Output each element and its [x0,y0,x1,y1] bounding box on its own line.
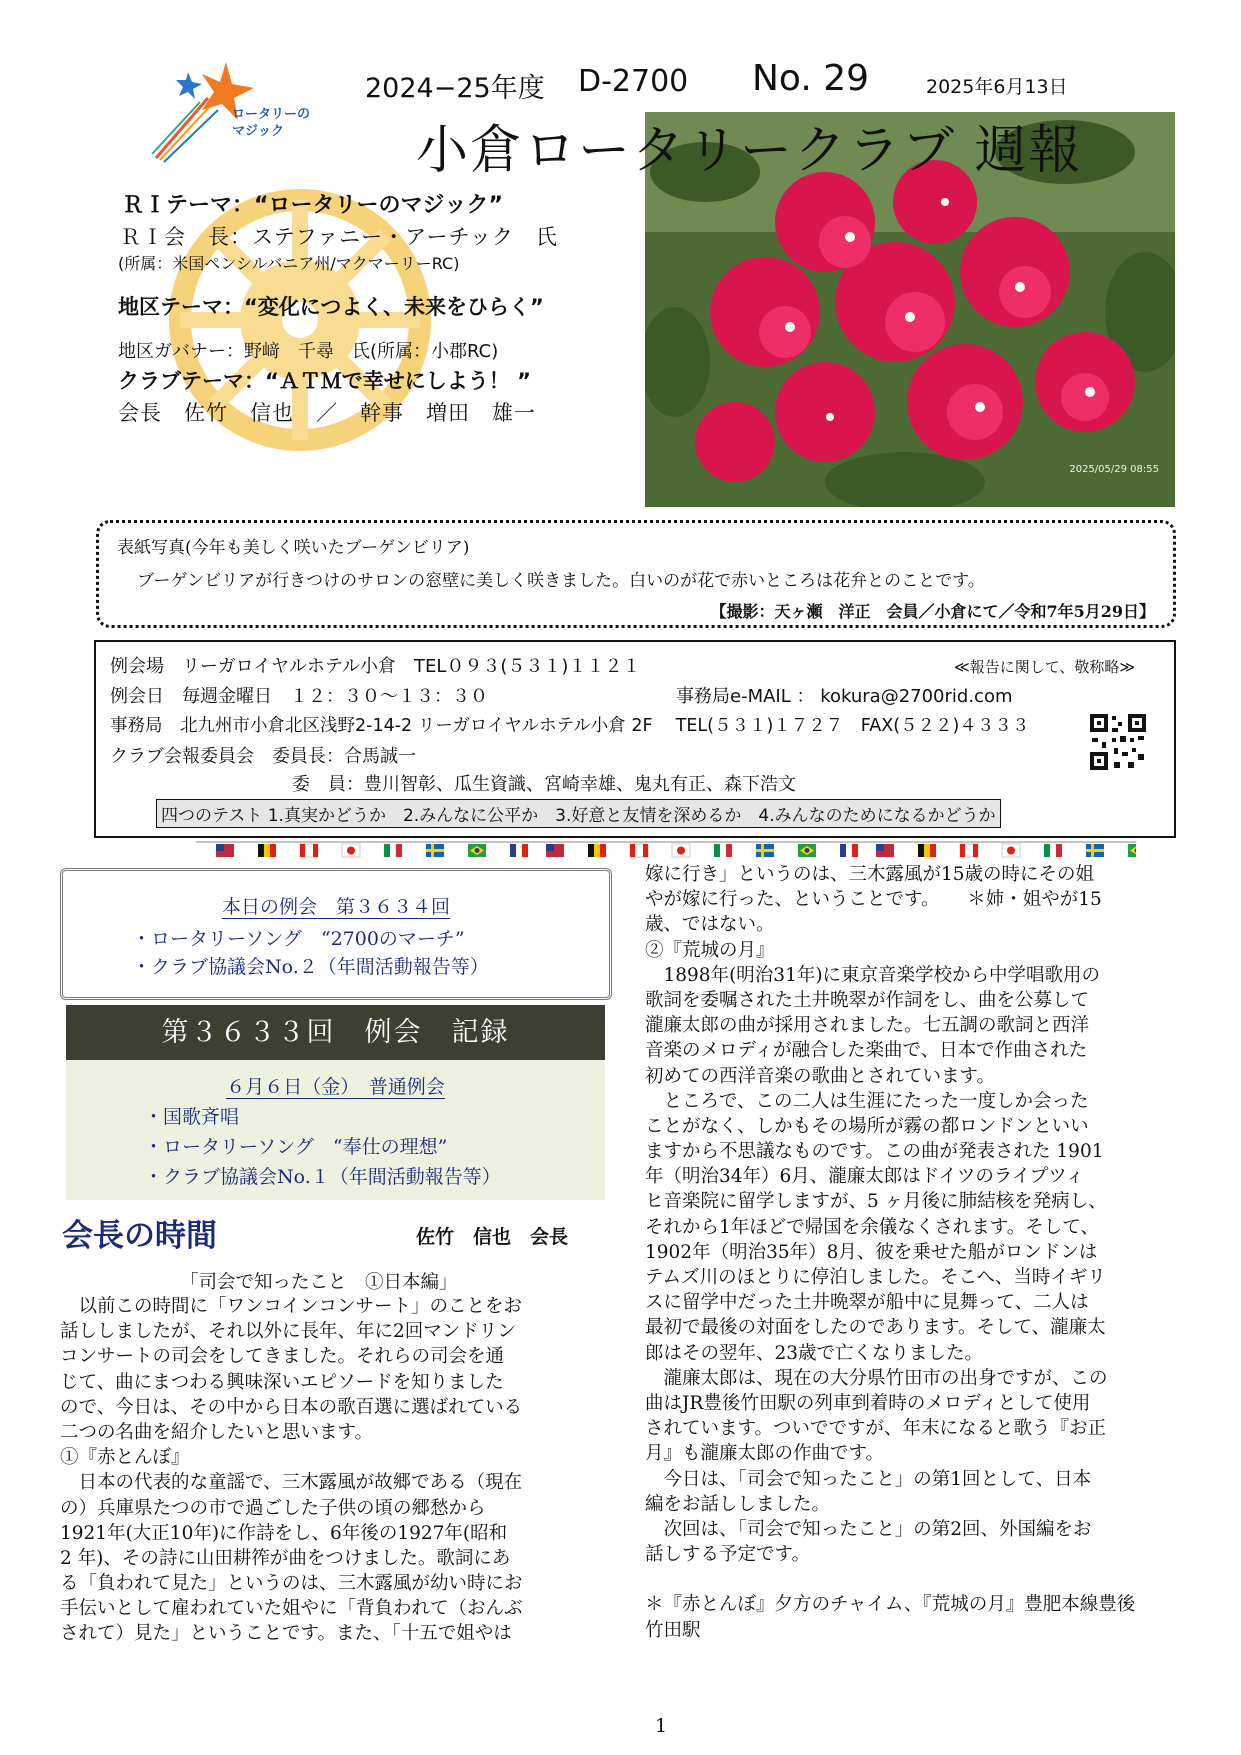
flags-bunting-icon [196,840,1136,862]
photo-timestamp: 2025/05/29 08:55 [1069,464,1159,475]
article-line: されて）見た」ということです。また、「十五で姐やは [60,1623,512,1645]
meeting-day: 例会日 毎週金曜日 １２：３０～１３：３０ [110,686,488,707]
article-line [645,1567,1175,1592]
article-line: 話しする予定です。 [645,1544,811,1566]
office-address: 事務局 北九州市小倉北区浅野2-14-2 リーガロイヤルホテル小倉 2F TEL(５３１)１７２７ FAX(５２２)４３３３ [110,716,1030,736]
newsletter-title: 小倉ロータリークラブ 週報 [416,121,1083,181]
article-line: それから1年ほどで帰国を余儀なくされます。そして、 [645,1216,1099,1238]
article-line: 竹田駅 [645,1619,701,1641]
article-line: 音楽のメロディが融合した楽曲で、日本で作曲された [645,1040,1088,1062]
article-line: 1921年(大正10年)に作詩をし、6年後の1927年(昭和 [60,1522,508,1544]
honorific-note: ≪報告に関して、敬称略≫ [954,658,1136,676]
record-item: ・クラブ協議会No.１（年間活動報告等） [144,1166,501,1188]
article-line: る「負われて見た」というのは、三木露風が幼い時にお [60,1573,523,1595]
issue-date: 2025年6月13日 [926,76,1068,98]
article-line: 嫁に行き」というのは、三木露風が15歳の時にその姐 [645,864,1095,885]
article-line: ますから不思議なものです。この曲が発表された 1901 [645,1141,1104,1163]
article-line: ヒ音楽院に留学しますが、5 ヶ月後に肺結核を発病し、 [645,1191,1107,1213]
article-line: 1898年(明治31年)に東京音楽学校から中学唱歌用の [645,964,1101,986]
club-info-box [94,640,1176,838]
article-line: 1902年（明治35年）8月、彼を乗せた船がロンドンは [645,1241,1098,1263]
ri-president: ＲＩ会 長：ステファニー・アーチック 氏 [120,225,558,249]
article-line: ことがなく、しかもその場所が霧の都ロンドンといい [645,1115,1089,1137]
rotary-magic-logo [148,58,338,168]
record-item: ・ロータリーソング “奉仕の理想” [144,1136,448,1158]
district: D-2700 [578,64,689,99]
article-line: ので、今日は、その中から日本の歌百選に選ばれている [60,1396,523,1418]
cover-caption-text: ブーゲンビリアが行きつけのサロンの窓壁に美しく咲きました。白いのが花で赤いところは花弁とのことです。 [137,571,985,591]
article-line: 曲はJR豊後竹田駅の列車到着時のメロディとして使用 [645,1392,1091,1414]
article-column-right [645,862,1175,1643]
article-line: ところで、この二人は生涯にたった一度しか会った [645,1090,1089,1112]
article-line: ①『赤とんぼ』 [60,1447,190,1469]
article-line: コンサートの司会をしてきました。それらの司会を通 [60,1346,505,1368]
today-meeting-box [60,868,612,1000]
cover-caption-title: 表紙写真(今年も美しく咲いたブーゲンビリア) [117,538,470,558]
article-line: 年（明治34年）6月、瀧廉太郎はドイツのライプツィ [645,1166,1085,1188]
article-line: 話ししましたが、それ以外に長年、年に2回マンドリン [60,1321,516,1343]
meeting-record-heading: 第３６３３回 例会 記録 [66,1005,605,1060]
article-line: 歳、ではない。 [645,914,775,936]
fiscal-year: 2024−25年度 [365,73,545,104]
today-item: ・ロータリーソング “2700のマーチ” [132,928,465,950]
article-line: 次回は、「司会で知ったこと」の第2回、外国編をお [645,1518,1092,1540]
record-item: ・国歌斉唱 [144,1106,240,1128]
article-line: 編をお話ししました。 [645,1493,831,1515]
article-line: 瀧廉太郎は、現在の大分県竹田市の出身ですが、この [645,1367,1108,1389]
issue-number: No. 29 [752,58,870,99]
article-line: 日本の代表的な童謡で、三木露風が故郷である（現在 [60,1472,523,1494]
four-way-test: 四つのテスト 1.真実かどうか 2.みんなに公平か 3.好意と友情を深めるか 4.みんなのためになるかどうか [156,799,1001,828]
article-line: ②『荒城の月』 [645,939,775,961]
ri-affiliation: (所属：米国ペンシルバニア州/マクマーリーRC) [118,254,460,273]
article-subtitle: 「司会で知ったこと ①日本編」 [180,1272,458,1293]
article-line: ＊『赤とんぼ』夕方のチャイム、『荒城の月』豊肥本線豊後 [645,1594,1136,1616]
district-governor: 地区ガバナー：野﨑 千尋 氏(所属：小郡RC) [118,341,499,362]
article-line: じて、曲にまつわる興味深いエピソードを知りました [60,1371,504,1393]
article-line: 月』も瀧廉太郎の作曲です。 [645,1443,885,1465]
article-line: テムズ川のほとりに停泊しました。そこへ、当時イギリ [645,1267,1106,1288]
article-byline: 佐竹 信也 会長 [416,1226,569,1248]
article-line: スに留学中だった土井晩翠が船中に見舞って、二人は [645,1292,1089,1314]
meeting-record-box [66,1060,605,1200]
committee-members: 委 員：豊川智彰、瓜生資識、宮崎幸雄、鬼丸有正、森下浩文 [292,774,796,795]
club-theme: クラブテーマ：“ＡＴＭで幸せにしよう！ ” [118,369,531,393]
photo-credit: 【撮影：天ヶ瀬 洋正 会員／小倉にて／令和7年5月29日】 [710,602,1155,621]
article-line: やが嫁に行った、ということです。 ＊姉・姐やが15 [645,889,1102,911]
article-line: 二つの名曲を紹介したいと思います。 [60,1421,374,1443]
article-line: 最初で最後の対面をしたのであります。そして、瀧廉太 [645,1317,1106,1339]
themes-block [118,188,638,427]
logo-text: ロータリーの マジック [232,107,311,139]
meeting-record-date: ６月６日（金） 普通例会 [226,1076,445,1098]
article-line: 今日は、「司会で知ったこと」の第1回として、日本 [645,1468,1092,1490]
article-line: 瀧廉太郎の曲が採用されました。七五調の歌詞と西洋 [645,1015,1090,1037]
article-line: 手伝いとして雇われていた姐やに「背負われて（おんぶ [60,1598,523,1620]
page-number: 1 [655,1715,668,1737]
cover-caption-box [96,520,1176,628]
newsletter-committee: クラブ会報委員会 委員長：合馬誠一 [110,746,416,767]
today-item: ・クラブ協議会No.２（年間活動報告等） [132,956,489,978]
article-line: 初めての西洋音楽の歌曲とされています。 [645,1065,996,1087]
article-line: されています。ついでですが、年末になると歌う『お正 [645,1418,1107,1440]
ri-theme: ＲＩテーマ：“ロータリーのマジック” [122,193,503,218]
article-line: 2 年)、その詩に山田耕筰が曲をつけました。歌詞にあ [60,1547,511,1569]
article-line: の）兵庫県たつの市で過ごした子供の頃の郷愁から [60,1497,486,1519]
office-email: 事務局e-MAIL ： kokura@2700rid.com [676,686,1013,707]
district-theme: 地区テーマ：“変化につよく、未来をひらく” [118,295,544,319]
qr-code-icon[interactable] [1088,712,1148,772]
today-meeting-title: 本日の例会 第３６３４回 [221,896,450,918]
article-line: 郎はその翌年、23歳で亡くなりました。 [645,1342,984,1364]
club-officers: 会長 佐竹 信也 ／ 幹事 増田 雄一 [118,401,536,425]
article-heading: 会長の時間 [62,1218,217,1254]
meeting-venue: 例会場 リーガロイヤルホテル小倉 TEL０９３(５３１)１１２１ [110,656,641,677]
article-line: 以前この時間に「ワンコインコンサート」のことをお [60,1296,522,1317]
article-line: 歌詞を委嘱された土井晩翠が作詞をし、曲を公募して [645,989,1090,1011]
article-column-left [60,1294,600,1647]
